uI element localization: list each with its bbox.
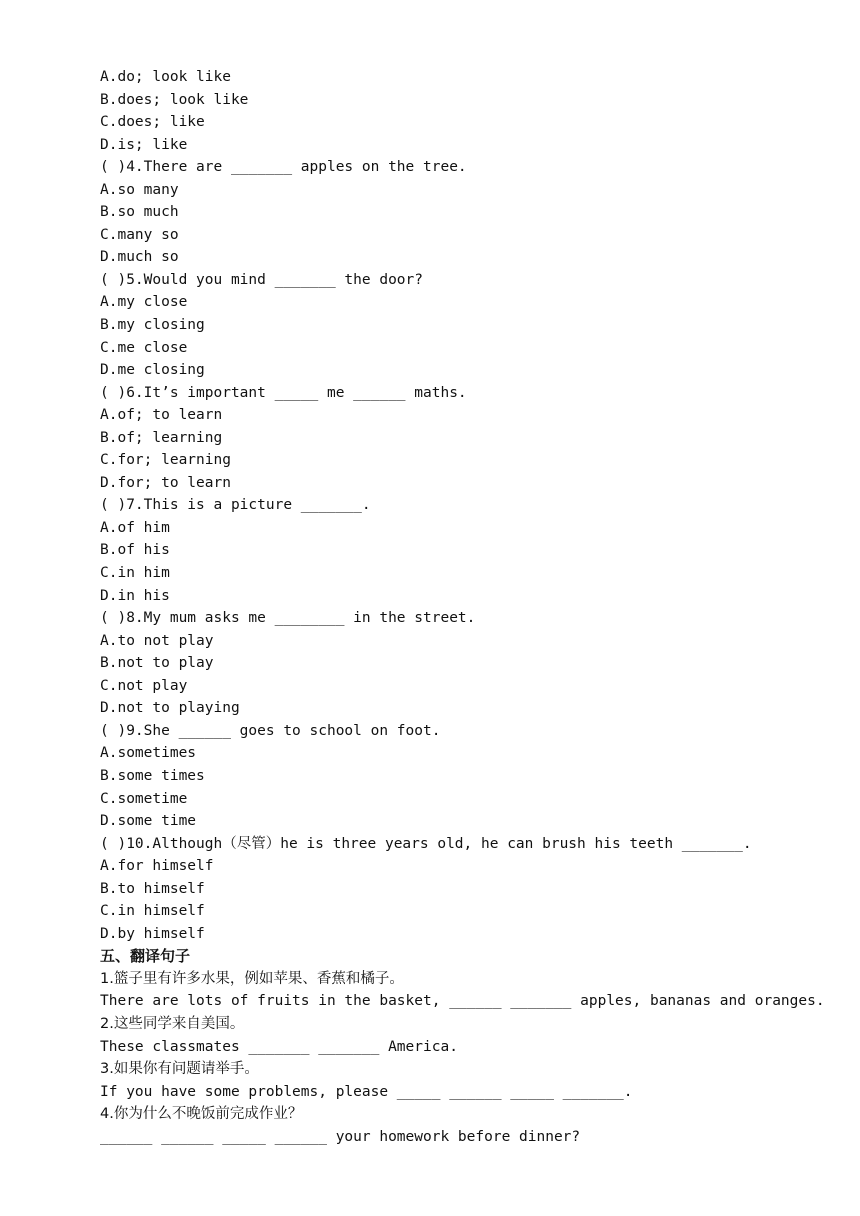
answer-option: C.not play — [100, 677, 188, 694]
answer-option: D.some time — [100, 813, 197, 830]
section-heading: 五、翻译句子 — [100, 947, 191, 966]
chinese-sentence: 4.你为什么不晚饭前完成作业？ — [100, 1106, 303, 1123]
answer-option: C.in himself — [100, 903, 205, 920]
answer-option: D.in his — [100, 587, 170, 604]
answer-option: C.does; like — [100, 114, 205, 131]
answer-option: A.of; to learn — [100, 407, 223, 424]
answer-option: D.is; like — [100, 136, 188, 153]
answer-option: B.some times — [100, 767, 205, 784]
answer-option: D.not to playing — [100, 700, 240, 717]
worksheet-page — [100, 66, 825, 1148]
question-line: ( )4.There are _______ apples on the tree. — [100, 159, 467, 176]
translation-line: These classmates _______ _______ America. — [100, 1038, 458, 1055]
answer-option: B.of; learning — [100, 429, 223, 446]
answer-option: A.my close — [100, 294, 188, 311]
answer-option: C.in him — [100, 565, 170, 582]
chinese-sentence: 1.篮子里有许多水果，例如苹果、香蕉和橘子。 — [100, 970, 404, 987]
question-line: ( )9.She ______ goes to school on foot. — [100, 722, 441, 739]
answer-option: B.so much — [100, 204, 179, 221]
answer-option: B.of his — [100, 542, 170, 559]
question-line: ( )10.Although（尽管）he is three years old, he can brush his teeth _______. — [100, 835, 752, 852]
answer-option: A.to not play — [100, 632, 214, 649]
translation-line: There are lots of fruits in the basket, ______ _______ apples, bananas and oranges. — [100, 993, 825, 1010]
answer-option: A.so many — [100, 181, 179, 198]
answer-option: A.do; look like — [100, 69, 231, 85]
answer-option: D.by himself — [100, 925, 205, 942]
answer-option: C.for; learning — [100, 452, 231, 469]
chinese-sentence: 2.这些同学来自美国。 — [100, 1015, 245, 1032]
chinese-sentence: 3.如果你有问题请举手。 — [100, 1061, 259, 1078]
answer-option: B.not to play — [100, 655, 214, 672]
answer-option: B.my closing — [100, 317, 205, 334]
answer-option: A.sometimes — [100, 745, 197, 762]
question-line: ( )8.My mum asks me ________ in the street. — [100, 610, 476, 627]
translation-line: If you have some problems, please _____ ______ _____ _______. — [100, 1083, 633, 1100]
answer-option: A.for himself — [100, 858, 214, 875]
answer-option: B.to himself — [100, 880, 205, 897]
answer-option: D.me closing — [100, 362, 205, 379]
answer-option: C.sometime — [100, 790, 188, 807]
question-line: ( )7.This is a picture _______. — [100, 497, 371, 514]
answer-option: D.much so — [100, 249, 179, 266]
answer-option: C.many so — [100, 226, 179, 243]
answer-option: B.does; look like — [100, 91, 249, 108]
answer-option: A.of him — [100, 519, 170, 536]
answer-option: D.for; to learn — [100, 474, 231, 491]
answer-option: C.me close — [100, 339, 188, 356]
question-line: ( )6.It’s important _____ me ______ maths. — [100, 384, 467, 401]
translation-line: ______ ______ _____ ______ your homework before dinner? — [100, 1128, 581, 1145]
question-line: ( )5.Would you mind _______ the door? — [100, 271, 424, 288]
